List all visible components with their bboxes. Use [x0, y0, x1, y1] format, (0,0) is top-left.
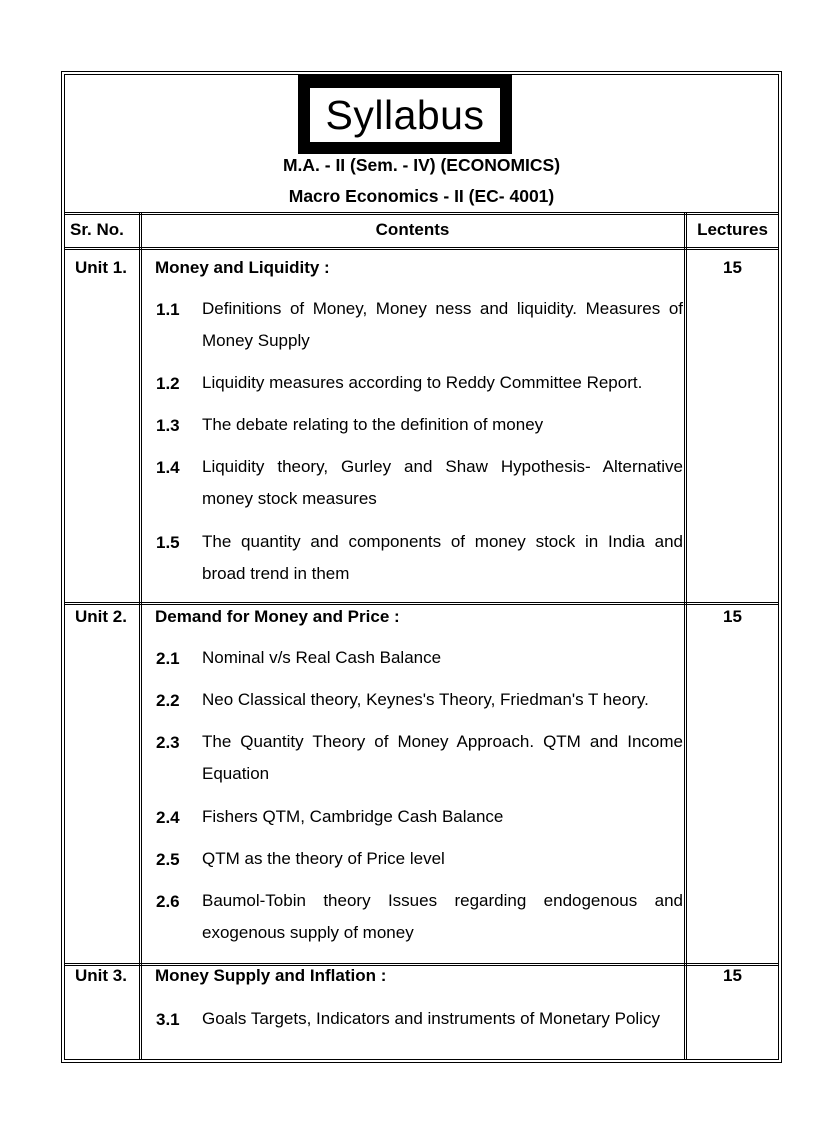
table-top-line — [64, 212, 779, 215]
item-text: Neo Classical theory, Keynes's Theory, Friedman's T heory. — [202, 690, 649, 709]
header-sr-no: Sr. No. — [70, 220, 124, 239]
unit-label: Unit 3. — [75, 966, 127, 985]
unit-title: Money and Liquidity : — [155, 258, 330, 277]
item-text: Liquidity measures according to Reddy Committee Report. — [202, 373, 643, 392]
item-number: 1.3 — [156, 416, 180, 435]
item-number: 1.5 — [156, 533, 180, 552]
unit-lectures: 15 — [723, 607, 742, 626]
header-bottom-line — [64, 247, 779, 250]
item-number: 1.1 — [156, 300, 180, 319]
unit-title: Demand for Money and Price : — [155, 607, 400, 626]
item-number: 2.5 — [156, 850, 180, 869]
header-lectures: Lectures — [697, 220, 768, 239]
header-contents: Contents — [375, 220, 450, 239]
item-text: The quantity and components of money stock in India and broad trend in them — [202, 532, 683, 583]
unit-label: Unit 1. — [75, 258, 127, 277]
item-number: 2.3 — [156, 733, 180, 752]
unit-label: Unit 2. — [75, 607, 127, 626]
item-number: 1.4 — [156, 458, 180, 477]
unit-divider — [64, 602, 779, 605]
item-text: The Quantity Theory of Money Approach. QTM and Income Equation — [202, 732, 683, 783]
item-text: Nominal v/s Real Cash Balance — [202, 648, 442, 667]
item-number: 2.4 — [156, 808, 180, 827]
item-text: Goals Targets, Indicators and instruments of Monetary Policy — [202, 1009, 660, 1028]
column-divider — [139, 212, 142, 1060]
course-line: M.A. - II (Sem. - IV) (ECONOMICS) — [282, 155, 561, 175]
unit-title: Money Supply and Inflation : — [155, 966, 387, 985]
unit-lectures: 15 — [723, 258, 742, 277]
syllabus-title: Syllabus — [325, 91, 485, 138]
item-text: Liquidity theory, Gurley and Shaw Hypothesis- Alternative money stock measures — [202, 457, 683, 508]
item-number: 2.6 — [156, 892, 180, 911]
item-text: Definitions of Money, Money ness and liquidity. Measures of Money Supply — [202, 299, 683, 350]
column-divider — [684, 212, 687, 1060]
item-text: The debate relating to the definition of money — [202, 415, 544, 434]
item-number: 3.1 — [156, 1010, 180, 1029]
item-number: 2.1 — [156, 649, 180, 668]
paper-line: Macro Economics - II (EC- 4001) — [288, 186, 555, 206]
unit-lectures: 15 — [723, 966, 742, 985]
item-number: 2.2 — [156, 691, 180, 710]
item-text: Fishers QTM, Cambridge Cash Balance — [202, 807, 504, 826]
item-text: Baumol-Tobin theory Issues regarding endogenous and exogenous supply of money — [202, 891, 683, 942]
item-text: QTM as the theory of Price level — [202, 849, 445, 868]
item-number: 1.2 — [156, 374, 180, 393]
syllabus-title-box — [298, 74, 512, 154]
